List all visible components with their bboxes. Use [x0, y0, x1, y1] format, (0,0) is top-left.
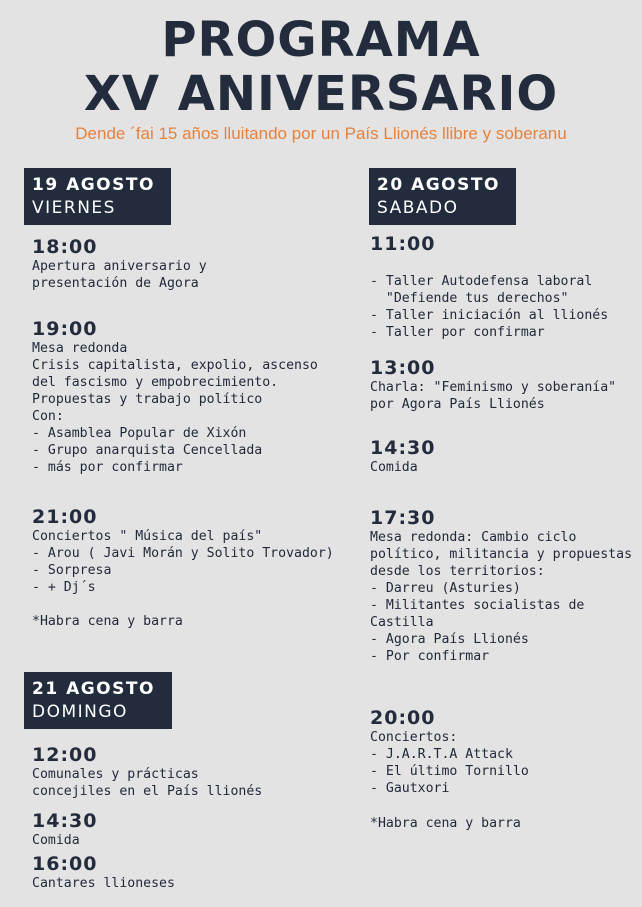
event-line: Comunales y prácticas: [32, 767, 199, 782]
event-time: 14:30: [370, 437, 436, 459]
event-line: "Defiende tus derechos": [370, 291, 569, 306]
event-line: Mesa redonda: Cambio ciclo: [370, 530, 577, 545]
day-date: 20 AGOSTO: [377, 175, 500, 195]
event-line: - Taller por confirmar: [370, 325, 545, 340]
event-line: - Taller Autodefensa laboral: [370, 274, 593, 289]
event-line: Cantares llioneses: [32, 876, 175, 891]
dinner-note: *Habra cena y barra: [370, 816, 521, 831]
event-line: Conciertos " Música del país": [32, 529, 263, 544]
event-line: Apertura aniversario y: [32, 259, 207, 274]
event-line: por Agora País Llionés: [370, 397, 545, 412]
event-line: desde los territorios:: [370, 564, 545, 579]
event-20-1730: [370, 507, 632, 665]
day-date: 21 AGOSTO: [32, 679, 155, 699]
event-line: presentación de Agora: [32, 276, 199, 291]
event-20-2000: [370, 707, 529, 797]
event-line: - Asamblea Popular de Xixón: [32, 426, 247, 441]
event-time: 20:00: [370, 707, 436, 729]
day-date: 19 AGOSTO: [32, 175, 155, 195]
day-name: SABADO: [377, 198, 459, 218]
event-line: Comida: [370, 460, 418, 475]
day-name: DOMINGO: [32, 702, 128, 722]
event-line: político, militancia y propuestas: [370, 547, 633, 562]
event-20-1100: [370, 233, 608, 341]
event-line: Comida: [32, 833, 80, 848]
event-line: - Agora País Llionés: [370, 632, 529, 647]
event-time: 14:30: [32, 810, 98, 832]
event-time: 11:00: [370, 233, 436, 255]
event-19-1900: [32, 318, 318, 476]
event-line: Propuestas y trabajo político: [32, 392, 263, 407]
event-line: concejiles en el País llionés: [32, 784, 263, 799]
event-19-1800: [32, 236, 207, 292]
event-line: - Sorpresa: [32, 563, 112, 578]
event-line: Castilla: [370, 615, 434, 630]
event-line: - Gautxori: [370, 781, 450, 796]
event-time: 16:00: [32, 853, 98, 875]
event-line: - más por confirmar: [32, 460, 183, 475]
event-line: - Darreu (Asturies): [370, 581, 521, 596]
event-21-1200: [32, 744, 262, 800]
event-line: Mesa redonda: [32, 341, 128, 356]
dinner-note: *Habra cena y barra: [32, 614, 183, 629]
event-19-2100: [32, 506, 334, 596]
event-line: - Militantes socialistas de: [370, 598, 585, 613]
program-subtitle: Dende ´fai 15 años lluitando por un País Llionés llibre y soberanu: [75, 124, 567, 143]
program-title: PROGRAMA: [161, 12, 481, 68]
program-title-anniversary: XV ANIVERSARIO: [83, 66, 559, 122]
event-20-1300: [370, 357, 616, 413]
event-time: 18:00: [32, 236, 98, 258]
event-line: - El último Tornillo: [370, 764, 529, 779]
event-line: - J.A.R.T.A Attack: [370, 747, 513, 762]
event-time: 13:00: [370, 357, 436, 379]
event-line: Con:: [32, 409, 64, 424]
day-header-19-agosto: [24, 168, 171, 225]
event-line: Crisis capitalista, expolio, ascenso: [32, 358, 318, 373]
event-line: Charla: "Feminismo y soberanía": [370, 380, 617, 395]
event-line: - Taller iniciación al llionés: [370, 308, 609, 323]
event-21-1600: [32, 853, 175, 892]
day-header-20-agosto: [369, 168, 516, 225]
event-line: del fascismo y empobrecimiento.: [32, 375, 279, 390]
event-time: 12:00: [32, 744, 98, 766]
event-time: 19:00: [32, 318, 98, 340]
event-line: Conciertos:: [370, 730, 458, 745]
event-line: - + Dj´s: [32, 580, 96, 595]
event-21-1430: [32, 810, 97, 849]
event-time: 17:30: [370, 507, 436, 529]
event-20-1430: [370, 437, 435, 476]
event-time: 21:00: [32, 506, 98, 528]
event-line: - Por confirmar: [370, 649, 490, 664]
event-line: - Arou ( Javi Morán y Solito Trovador): [32, 546, 334, 561]
day-header-21-agosto: [24, 672, 172, 729]
event-line: - Grupo anarquista Cencellada: [32, 443, 263, 458]
day-name: VIERNES: [32, 198, 116, 218]
